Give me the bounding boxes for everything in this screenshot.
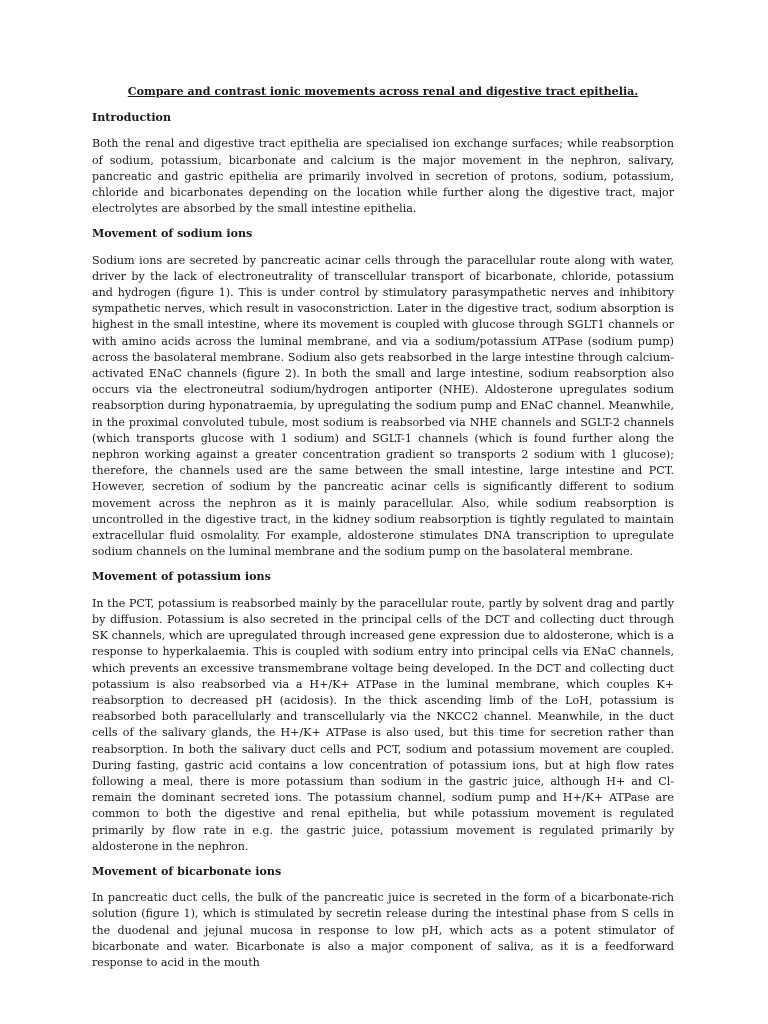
document-page [92, 84, 674, 980]
section-heading-sodium: Movement of sodium ions [92, 227, 253, 241]
section-heading-introduction: Introduction [92, 111, 172, 125]
section-paragraph-sodium: Sodium ions are secreted by pancreatic acinar cells through the paracellular route along with water, driver by the lack of electroneutrality of transcellular transport of bicarbonate, chloride, potassium and hydrogen (figure 1). This is under control by stimulatory parasympathetic nerves and inhibitory sympathetic nerves, which result in vasoconstriction. Later in the digestive tract, sodium absorption is highest in the small intestine, where its movement is coupled with glucose through SGLT1 channels or with amino acids across the luminal membrane, and via a sodium/potassium ATPase (sodium pump) across the basolateral membrane. Sodium also gets reabsorbed in the large intestine through calcium-activated ENaC channels (figure 2). In both the small and large intestine, sodium reabsorption also occurs via the electroneutral sodium/hydrogen antiporter (NHE). Aldosterone upregulates sodium reabsorption during hyponatraemia, by upregulating the sodium pump and ENaC channel. Meanwhile, in the proximal convoluted tubule, most sodium is reabsorbed via NHE channels and SGLT-2 channels (which transports glucose with 1 sodium) and SGLT-1 channels (which is found further along the nephron working against a greater concentration gradient so transports 2 sodium with 1 glucose); therefore, the channels used are the same between the small intestine, large intestine and PCT. However, secretion of sodium by the pancreatic acinar cells is significantly different to sodium movement across the nephron as it is mainly paracellular. Also, while sodium reabsorption is uncontrolled in the digestive tract, in the kidney sodium reabsorption is tightly regulated to maintain extracellular fluid osmolality. For example, aldosterone stimulates DNA transcription to upregulate sodium channels on the luminal membrane and the sodium pump on the basolateral membrane. [92, 253, 674, 559]
section-heading-potassium: Movement of potassium ions [92, 570, 271, 584]
section-paragraph-introduction: Both the renal and digestive tract epithelia are specialised ion exchange surfaces; while reabsorption of sodium, potassium, bicarbonate and calcium is the major movement in the nephron, salivary, pancreatic and gastric epithelia are primarily involved in secretion of protons, sodium, potassium, chloride and bicarbonates depending on the location while further along the digestive tract, major electrolytes are absorbed by the small intestine epithelia. [92, 137, 674, 216]
document-title: Compare and contrast ionic movements across renal and digestive tract epithelia. [127, 85, 639, 98]
section-heading-bicarbonate: Movement of bicarbonate ions [92, 864, 282, 878]
section-paragraph-potassium: In the PCT, potassium is reabsorbed mainly by the paracellular route, partly by solvent drag and partly by diffusion. Potassium is also secreted in the principal cells of the DCT and collecting duct through SK channels, which are upregulated through increased gene expression due to aldosterone, which is a response to hyperkalaemia. This is coupled with sodium entry into principal cells via ENaC channels, which prevents an excessive transmembrane voltage being developed. In the DCT and collecting duct potassium is also reabsorbed via a H+/K+ ATPase in the luminal membrane, which couples K+ reabsorption to decreased pH (acidosis). In the thick ascending limb of the LoH, potassium is reabsorbed both paracellularly and transcellularly via the NKCC2 channel. Meanwhile, in the duct cells of the salivary glands, the H+/K+ ATPase is also used, but this time for secretion rather than reabsorption. In both the salivary duct cells and PCT, sodium and potassium movement are coupled. During fasting, gastric acid contains a low concentration of potassium ions, but at high flow rates following a meal, there is more potassium than sodium in the gastric juice, although H+ and Cl- remain the dominant secreted ions. The potassium channel, sodium pump and H+/K+ ATPase are common to both the digestive and renal epithelia, but while potassium movement is regulated primarily by flow rate in e.g. the gastric juice, potassium movement is regulated primarily by aldosterone in the nephron. [92, 596, 674, 853]
section-paragraph-bicarbonate: In pancreatic duct cells, the bulk of the pancreatic juice is secreted in the form of a bicarbonate-rich solution (figure 1), which is stimulated by secretin release during the intestinal phase from S cells in the duodenal and jejunal mucosa in response to low pH, which acts as a potent stimulator of bicarbonate and water. Bicarbonate is also a major component of saliva, as it is a feedforward response to acid in the mouth [92, 891, 674, 969]
